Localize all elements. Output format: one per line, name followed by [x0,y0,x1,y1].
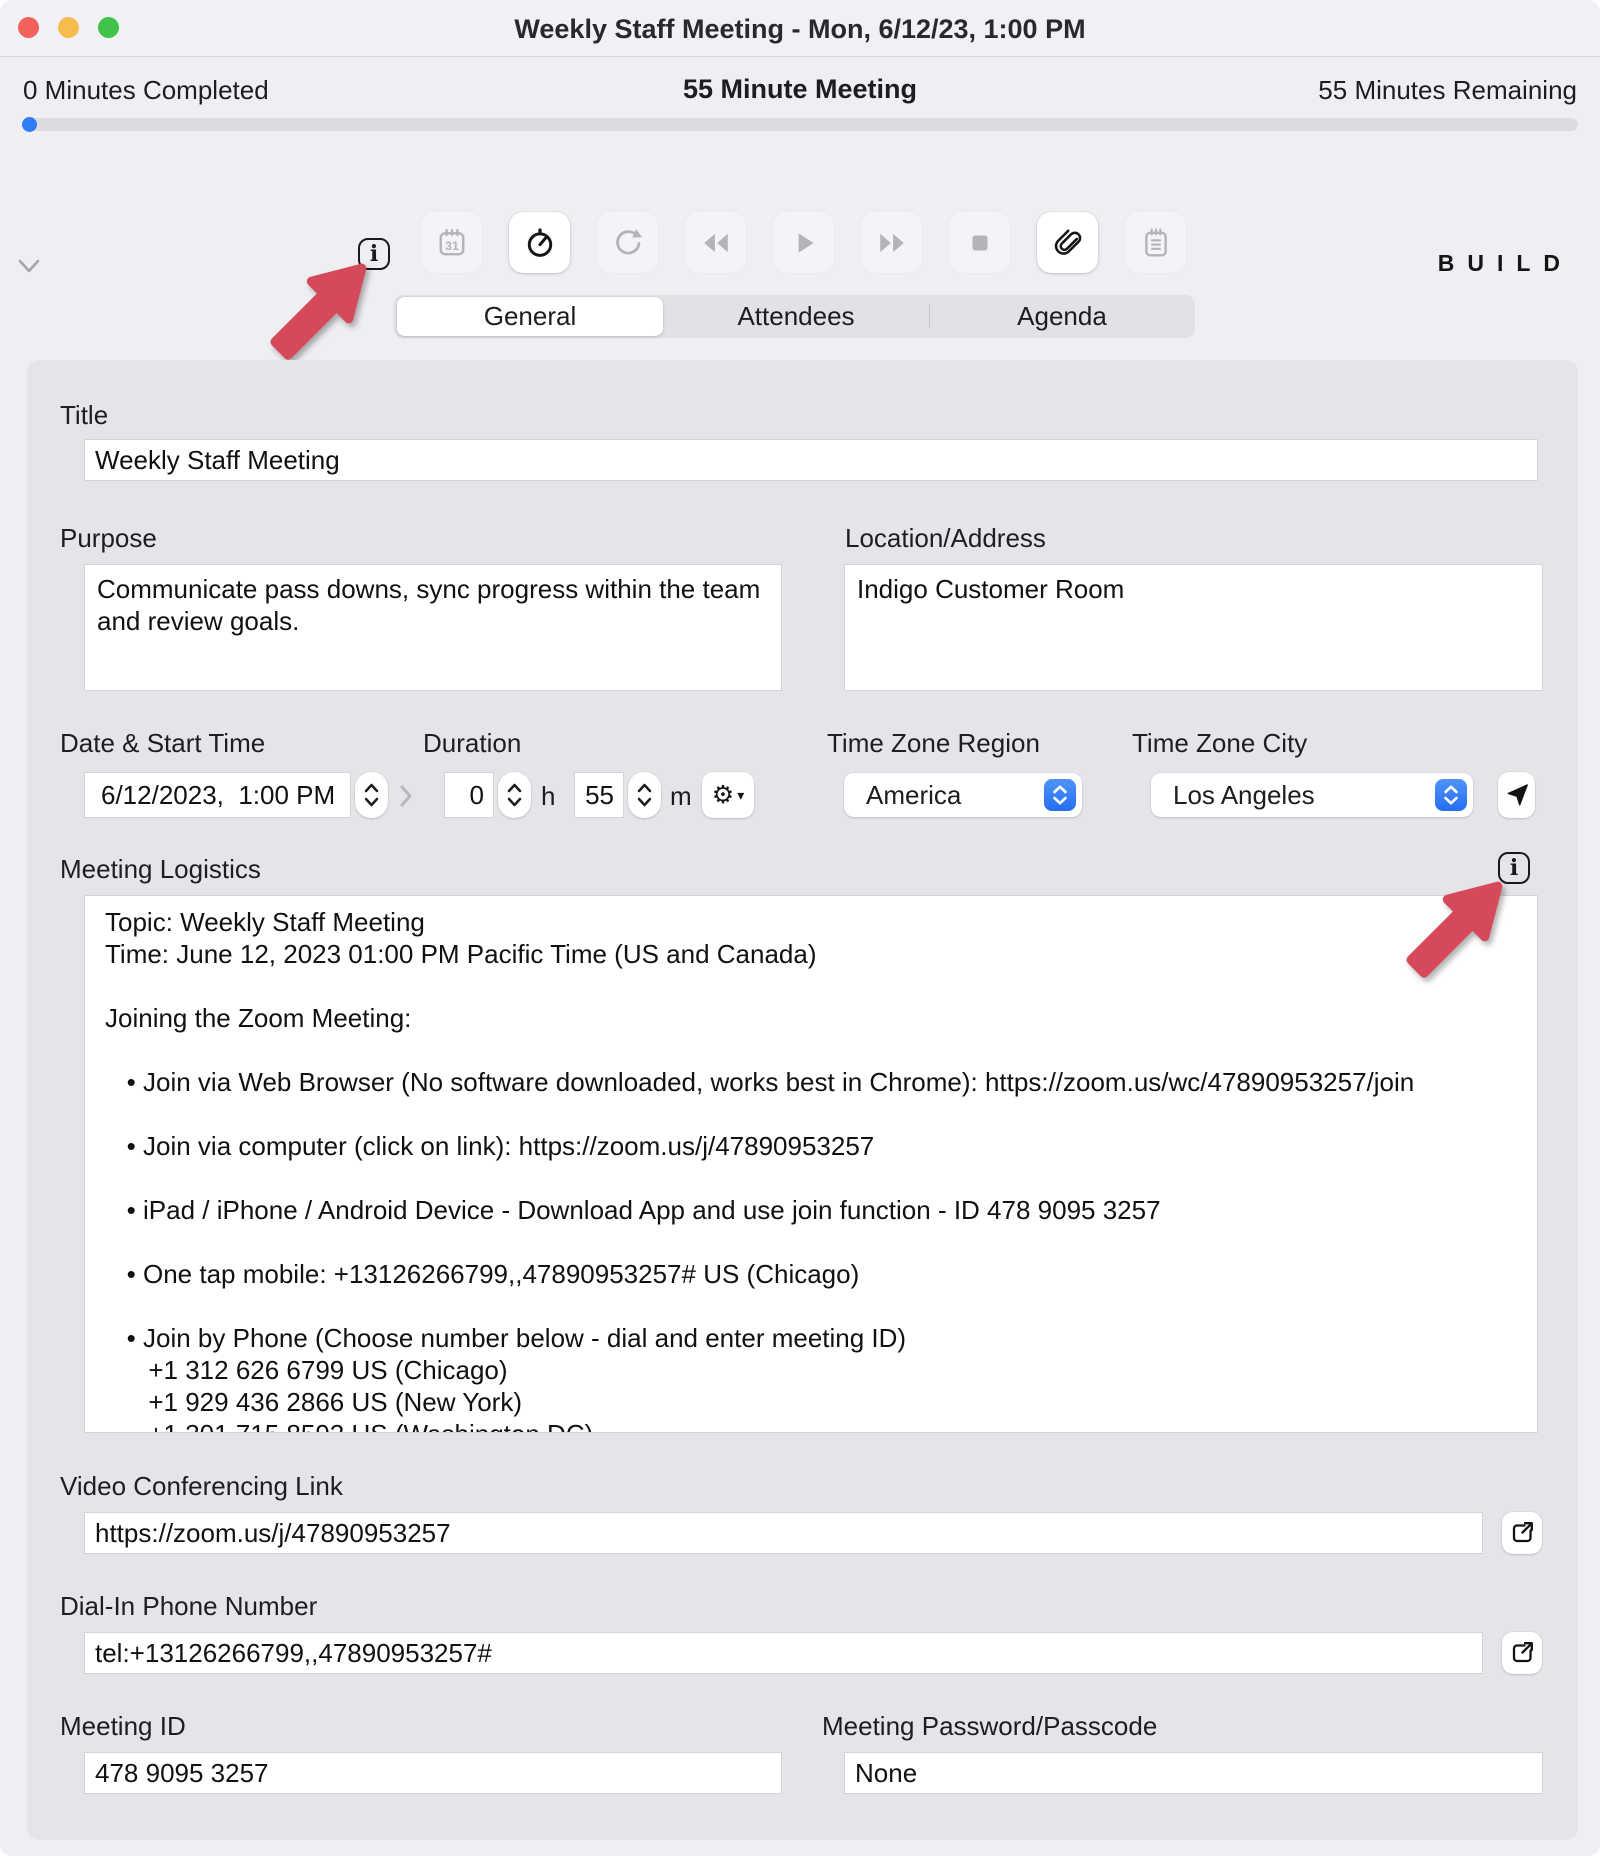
external-link-icon [1508,1519,1536,1547]
rewind-icon [701,228,731,258]
dropdown-arrow-icon: ▾ [737,786,745,803]
minutes-completed-label: 0 Minutes Completed [23,75,269,105]
tz-city-select[interactable]: Los Angeles [1151,773,1473,817]
collapse-chevron-icon[interactable] [18,258,40,274]
select-chevrons-icon [1044,779,1076,811]
minutes-unit-label: m [670,781,692,811]
svg-text:31: 31 [444,238,459,253]
password-input[interactable] [845,1753,1542,1793]
attachment-icon [1053,228,1083,258]
video-link-label: Video Conferencing Link [60,1471,343,1501]
open-video-link-button[interactable] [1502,1512,1542,1554]
stepper-down-icon [636,796,653,808]
notes-button [1125,212,1186,273]
password-label: Meeting Password/Passcode [822,1711,1158,1741]
select-chevrons-icon [1435,779,1467,811]
tab-general[interactable]: General [397,297,663,336]
location-arrow-icon [1504,782,1530,808]
duration-hours-input[interactable] [445,773,493,817]
reset-button [597,212,658,273]
build-label: BUILD [1437,250,1573,276]
duration-options-button[interactable] [702,772,754,818]
annotation-arrow-logistics-info [1387,852,1532,997]
info-icon[interactable]: i [358,238,390,270]
detect-timezone-button[interactable] [1498,772,1535,818]
duration-minutes-stepper[interactable] [628,772,661,818]
gear-icon: ⚙ [711,780,735,809]
timer-button[interactable] [509,212,570,273]
stepper-up-icon [636,782,653,794]
fast-forward-icon [877,228,907,258]
tz-region-label: Time Zone Region [827,728,1040,758]
external-link-icon [1508,1639,1536,1667]
logistics-info-icon[interactable]: i [1498,852,1530,884]
timer-icon [525,228,555,258]
title-label: Title [60,400,109,430]
stepper-down-icon [363,796,380,808]
chevron-right-icon [399,784,413,808]
general-form-panel [27,360,1578,1840]
duration-minutes-input[interactable] [575,773,623,817]
meeting-id-input[interactable] [85,1753,781,1793]
hours-unit-label: h [541,781,556,811]
reset-icon [613,228,643,258]
purpose-label: Purpose [60,523,157,553]
play-icon [789,228,819,258]
meeting-progress-bar [22,118,1578,131]
stepper-up-icon [506,782,523,794]
title-input[interactable] [85,440,1537,480]
tab-attendees[interactable]: Attendees [737,301,855,331]
annotation-arrow-toolbar-info [251,234,396,379]
titlebar [0,0,1600,57]
rewind-button [685,212,746,273]
datetime-stepper[interactable] [355,772,388,818]
location-textarea[interactable] [845,565,1542,690]
window-title: Weekly Staff Meeting - Mon, 6/12/23, 1:00 PM [514,14,1086,44]
stepper-up-icon [363,782,380,794]
minutes-remaining-label: 55 Minutes Remaining [1318,75,1577,105]
notes-icon [1141,228,1171,258]
progress-indicator-dot [22,117,37,132]
play-button [773,212,834,273]
duration-label: Duration [423,728,522,758]
purpose-textarea[interactable] [85,565,781,690]
tz-city-label: Time Zone City [1132,728,1308,758]
tz-region-select[interactable]: America [844,773,1082,817]
tab-bar [393,295,1195,338]
meeting-id-label: Meeting ID [60,1711,186,1741]
datetime-label: Date & Start Time [60,728,266,758]
stepper-down-icon [506,796,523,808]
dial-in-input[interactable] [85,1633,1482,1673]
duration-hours-stepper[interactable] [498,772,531,818]
attachment-button[interactable] [1037,212,1098,273]
logistics-label: Meeting Logistics [60,854,261,884]
meeting-length-label: 55 Minute Meeting [682,74,918,104]
location-label: Location/Address [845,523,1046,553]
calendar-icon [437,228,467,258]
calendar-button [421,212,482,273]
video-link-input[interactable] [85,1513,1482,1553]
stop-icon [965,228,995,258]
fast-forward-button [861,212,922,273]
stop-button [949,212,1010,273]
datetime-input[interactable] [85,773,350,817]
tab-agenda[interactable]: Agenda [1017,301,1107,331]
open-dial-in-button[interactable] [1502,1632,1542,1674]
logistics-textarea[interactable] [85,896,1537,1432]
dial-in-label: Dial-In Phone Number [60,1591,318,1621]
